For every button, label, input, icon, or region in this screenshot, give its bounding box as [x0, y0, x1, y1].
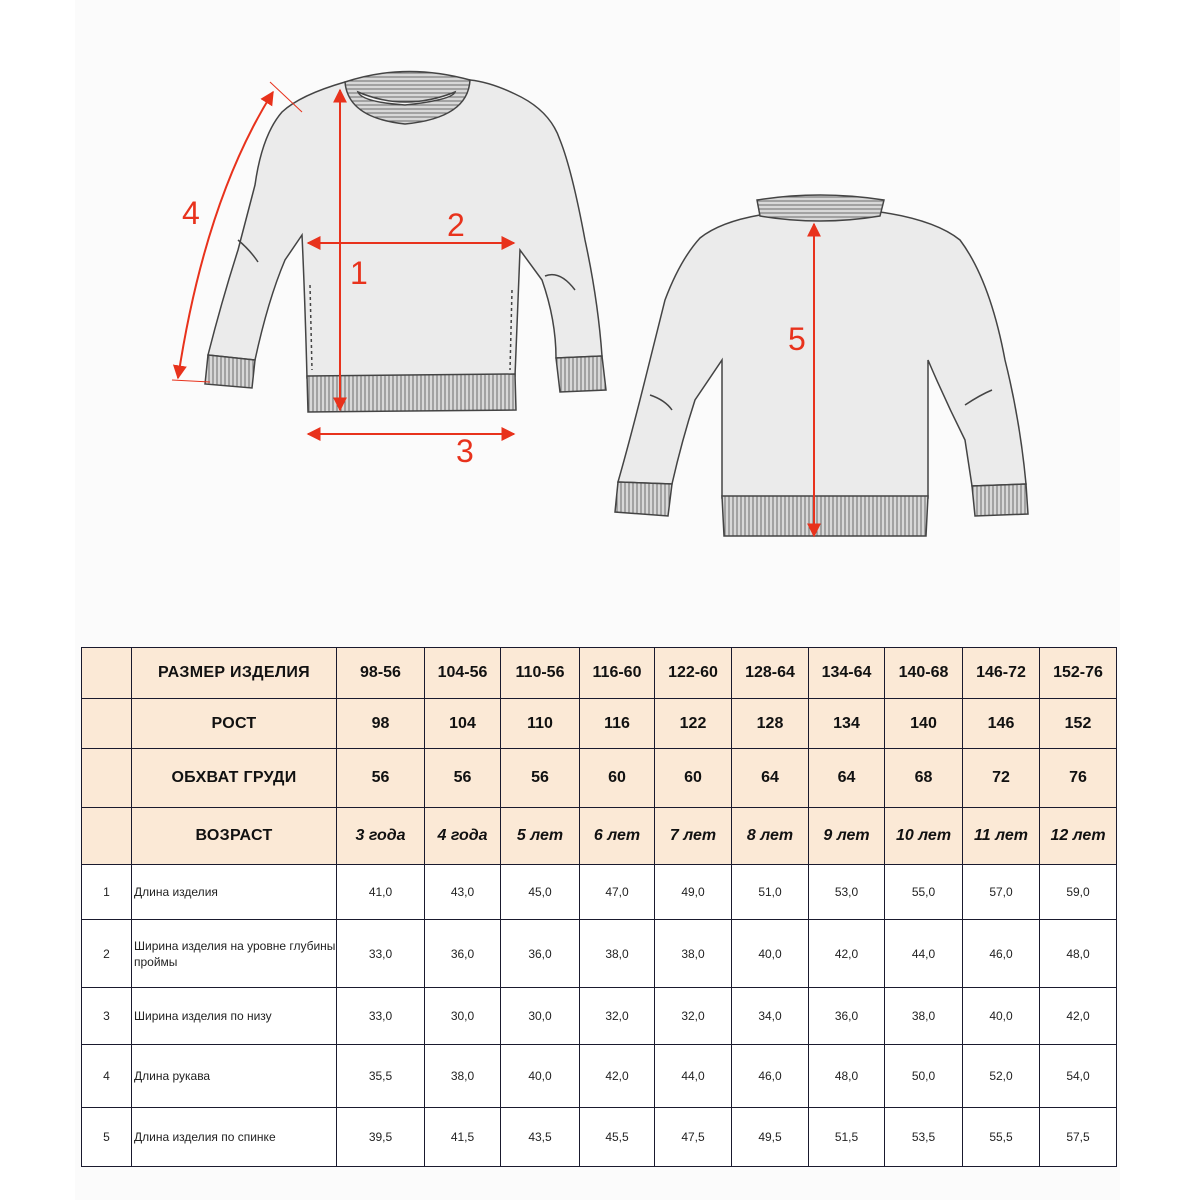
measurement-value: 35,5 [337, 1045, 425, 1108]
row-number: 4 [82, 1045, 132, 1108]
measurement-value: 51,5 [809, 1108, 885, 1167]
header-value: 76 [1040, 749, 1117, 808]
measurement-row [82, 1108, 1117, 1167]
header-value: 60 [655, 749, 732, 808]
header-value: 152 [1040, 699, 1117, 749]
measurement-row [82, 988, 1117, 1045]
header-value: 6 лет [580, 808, 655, 865]
row-label: ВОЗРАСТ [132, 808, 337, 865]
measurement-value: 33,0 [337, 920, 425, 988]
label-2: 2 [447, 207, 465, 243]
measurement-value: 38,0 [885, 988, 963, 1045]
measurement-value: 40,0 [501, 1045, 580, 1108]
row-number: 5 [82, 1108, 132, 1167]
header-value: 110-56 [501, 648, 580, 699]
measurement-value: 53,5 [885, 1108, 963, 1167]
measurement-name: Длина рукава [132, 1045, 337, 1108]
measurement-row [82, 920, 1117, 988]
row-label: РАЗМЕР ИЗДЕЛИЯ [132, 648, 337, 699]
row-number: 1 [82, 865, 132, 920]
measurement-value: 45,0 [501, 865, 580, 920]
measurement-value: 38,0 [425, 1045, 501, 1108]
measurement-row [82, 865, 1117, 920]
age-row [82, 808, 1117, 865]
header-value: 140-68 [885, 648, 963, 699]
size-chart [81, 647, 1116, 1168]
measurement-value: 44,0 [655, 1045, 732, 1108]
header-value: 104 [425, 699, 501, 749]
header-value: 98 [337, 699, 425, 749]
header-value: 110 [501, 699, 580, 749]
header-value: 152-76 [1040, 648, 1117, 699]
header-value: 5 лет [501, 808, 580, 865]
empty-cell [82, 699, 132, 749]
measurement-value: 43,5 [501, 1108, 580, 1167]
header-value: 140 [885, 699, 963, 749]
header-value: 146-72 [963, 648, 1040, 699]
measurement-value: 36,0 [809, 988, 885, 1045]
measurement-value: 57,5 [1040, 1108, 1117, 1167]
header-value: 3 года [337, 808, 425, 865]
row-label: РОСТ [132, 699, 337, 749]
measurement-value: 32,0 [655, 988, 732, 1045]
measurement-value: 38,0 [655, 920, 732, 988]
header-value: 9 лет [809, 808, 885, 865]
header-value: 64 [732, 749, 809, 808]
measurement-value: 41,5 [425, 1108, 501, 1167]
header-value: 134 [809, 699, 885, 749]
measurement-value: 47,5 [655, 1108, 732, 1167]
label-1: 1 [350, 255, 368, 291]
measurement-value: 55,5 [963, 1108, 1040, 1167]
header-value: 60 [580, 749, 655, 808]
measurement-value: 40,0 [732, 920, 809, 988]
measurement-value: 50,0 [885, 1045, 963, 1108]
measurement-value: 33,0 [337, 988, 425, 1045]
measurement-name: Ширина изделия на уровне глубины проймы [132, 920, 337, 988]
header-value: 134-64 [809, 648, 885, 699]
header-value: 146 [963, 699, 1040, 749]
measurement-value: 42,0 [1040, 988, 1117, 1045]
header-value: 68 [885, 749, 963, 808]
header-value: 56 [425, 749, 501, 808]
header-value: 128 [732, 699, 809, 749]
measurement-value: 59,0 [1040, 865, 1117, 920]
header-value: 116-60 [580, 648, 655, 699]
measurement-value: 47,0 [580, 865, 655, 920]
measurement-value: 38,0 [580, 920, 655, 988]
row-number: 3 [82, 988, 132, 1045]
header-value: 122 [655, 699, 732, 749]
measurement-value: 53,0 [809, 865, 885, 920]
size-table [81, 647, 1117, 1167]
label-5: 5 [788, 321, 806, 357]
empty-cell [82, 808, 132, 865]
measurement-value: 34,0 [732, 988, 809, 1045]
measurement-value: 42,0 [809, 920, 885, 988]
measurement-value: 49,0 [655, 865, 732, 920]
header-value: 56 [501, 749, 580, 808]
measurement-value: 51,0 [732, 865, 809, 920]
header-value: 104-56 [425, 648, 501, 699]
measurement-name: Ширина изделия по низу [132, 988, 337, 1045]
measurement-value: 57,0 [963, 865, 1040, 920]
measurement-value: 46,0 [963, 920, 1040, 988]
measurement-value: 55,0 [885, 865, 963, 920]
measurement-value: 40,0 [963, 988, 1040, 1045]
measurement-value: 42,0 [580, 1045, 655, 1108]
front-view [205, 71, 606, 412]
header-value: 7 лет [655, 808, 732, 865]
measurement-value: 44,0 [885, 920, 963, 988]
measurement-value: 30,0 [425, 988, 501, 1045]
measurement-value: 30,0 [501, 988, 580, 1045]
empty-cell [82, 648, 132, 699]
measurement-value: 45,5 [580, 1108, 655, 1167]
measurement-value: 46,0 [732, 1045, 809, 1108]
row-label: ОБХВАТ ГРУДИ [132, 749, 337, 808]
header-value: 56 [337, 749, 425, 808]
header-value: 98-56 [337, 648, 425, 699]
label-3: 3 [456, 433, 474, 469]
header-value: 116 [580, 699, 655, 749]
measurement-value: 36,0 [501, 920, 580, 988]
chest-row [82, 749, 1117, 808]
height-row [82, 699, 1117, 749]
size-row [82, 648, 1117, 699]
header-value: 64 [809, 749, 885, 808]
header-value: 10 лет [885, 808, 963, 865]
header-value: 4 года [425, 808, 501, 865]
measurement-value: 41,0 [337, 865, 425, 920]
back-view [615, 195, 1028, 536]
measurement-value: 54,0 [1040, 1045, 1117, 1108]
header-value: 8 лет [732, 808, 809, 865]
label-4: 4 [182, 195, 200, 231]
measurement-value: 32,0 [580, 988, 655, 1045]
header-value: 122-60 [655, 648, 732, 699]
empty-cell [82, 749, 132, 808]
measurement-name: Длина изделия по спинке [132, 1108, 337, 1167]
measurement-value: 49,5 [732, 1108, 809, 1167]
header-value: 128-64 [732, 648, 809, 699]
measurement-value: 39,5 [337, 1108, 425, 1167]
row-number: 2 [82, 920, 132, 988]
header-value: 11 лет [963, 808, 1040, 865]
header-value: 72 [963, 749, 1040, 808]
measurement-value: 52,0 [963, 1045, 1040, 1108]
measurement-value: 48,0 [809, 1045, 885, 1108]
measurement-value: 43,0 [425, 865, 501, 920]
measurement-value: 36,0 [425, 920, 501, 988]
measurement-value: 48,0 [1040, 920, 1117, 988]
measurement-row [82, 1045, 1117, 1108]
header-value: 12 лет [1040, 808, 1117, 865]
measurement-name: Длина изделия [132, 865, 337, 920]
